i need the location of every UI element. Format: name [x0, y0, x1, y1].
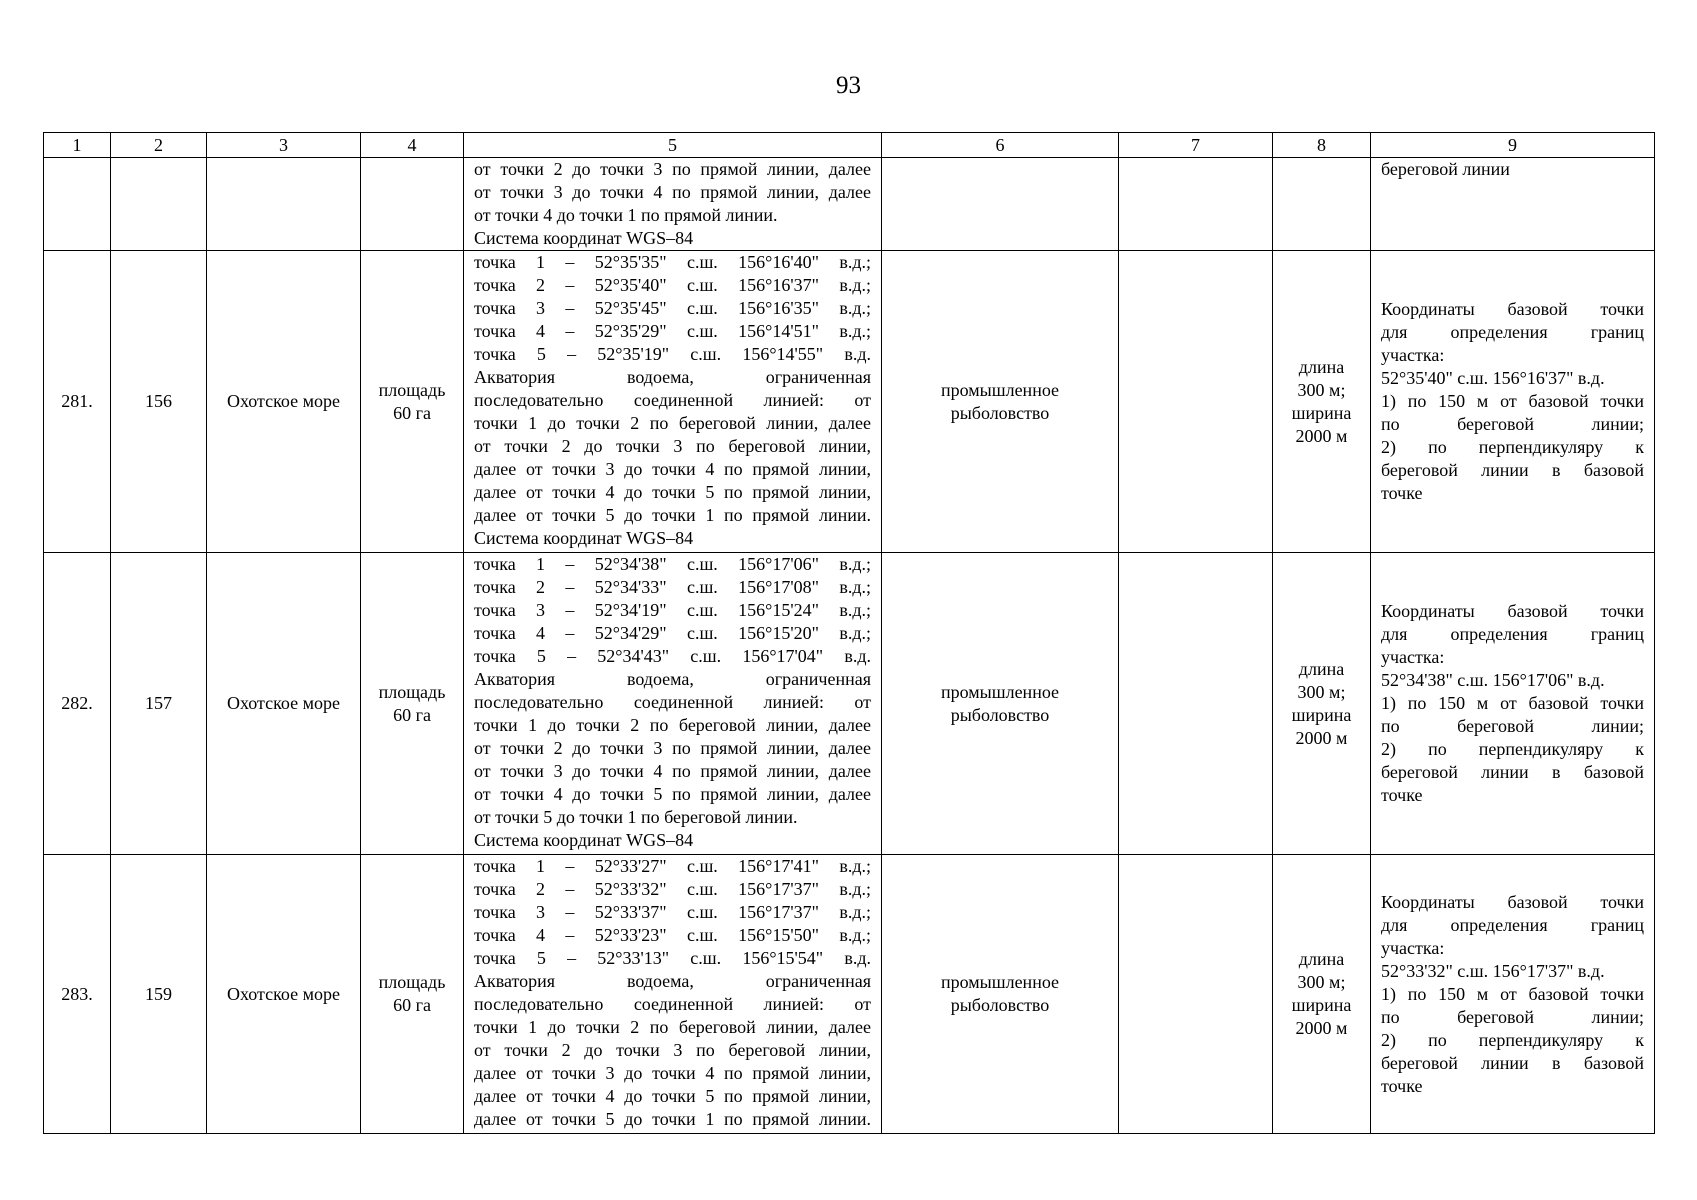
- table-row: [44, 553, 1655, 855]
- text-line: точка 1 – 52°34'38" с.ш. 156°17'06" в.д.;: [474, 554, 871, 574]
- continuation-description: [464, 158, 882, 251]
- text-line: Система координат WGS–84: [474, 528, 694, 548]
- text-line: точка 1 – 52°35'35" с.ш. 156°16'40" в.д.;: [474, 252, 871, 272]
- text-line: от точки 4 до точки 5 по прямой линии, далее: [474, 784, 871, 804]
- purpose: [882, 855, 1119, 1134]
- text-line: участка:: [1381, 937, 1445, 958]
- water-body: Охотское море: [207, 251, 361, 553]
- text-line: рыболовство: [950, 402, 1050, 423]
- column-header: 9: [1371, 133, 1655, 158]
- text-line: 52°33'32" с.ш. 156°17'37" в.д.: [1381, 960, 1605, 981]
- text-line: точка 2 – 52°35'40" с.ш. 156°16'37" в.д.;: [474, 275, 871, 295]
- text-line: точка 4 – 52°34'29" с.ш. 156°15'20" в.д.;: [474, 623, 871, 643]
- text-line: 300 м;: [1297, 379, 1346, 400]
- text-line: Координаты базовой точки: [1381, 601, 1644, 621]
- text-line: от точки 3 до точки 4 по прямой линии, далее: [474, 761, 871, 781]
- fishing-areas-table: [43, 132, 1655, 1134]
- dimensions: [1273, 553, 1371, 855]
- column-header: 2: [111, 133, 207, 158]
- cell-empty: [1119, 158, 1273, 251]
- text-line: последовательно соединенной линией: от: [474, 994, 871, 1014]
- text-line: по береговой линии;: [1381, 716, 1644, 736]
- text-line: ширина: [1291, 995, 1352, 1015]
- text-line: участка:: [1381, 647, 1445, 667]
- column-number-row: [44, 133, 1655, 158]
- boundary-description: [464, 251, 882, 553]
- text-line: промышленное: [940, 972, 1060, 992]
- row-number: 281.: [44, 251, 111, 553]
- text-line: Акватория водоема, ограниченная: [474, 669, 871, 689]
- text-line: береговой линии в базовой: [1381, 1052, 1644, 1073]
- base-point-note: [1371, 855, 1655, 1134]
- text-line: длина: [1298, 658, 1345, 679]
- text-line: далее от точки 4 до точки 5 по прямой линии,: [474, 482, 871, 502]
- text-line: для определения границ: [1381, 914, 1644, 935]
- text-line: береговой линии в базовой: [1381, 460, 1644, 480]
- text-line: площадь: [378, 379, 446, 400]
- text-line: Акватория водоема, ограниченная: [474, 367, 871, 387]
- text-line: точке: [1381, 483, 1423, 503]
- text-line: площадь: [378, 972, 446, 992]
- text-line: точка 4 – 52°35'29" с.ш. 156°14'51" в.д.;: [474, 321, 871, 341]
- column-header: 1: [44, 133, 111, 158]
- text-line: 2000 м: [1295, 1018, 1348, 1038]
- text-line: длина: [1298, 949, 1345, 969]
- area-code: 157: [111, 553, 207, 855]
- text-line: 60 га: [393, 704, 431, 725]
- cell-empty: [207, 158, 361, 251]
- cell-empty: [882, 158, 1119, 251]
- cell-empty: [44, 158, 111, 251]
- purpose: [882, 251, 1119, 553]
- table-row: [44, 855, 1655, 1134]
- text-line: далее от точки 5 до точки 1 по прямой линии.: [474, 505, 871, 525]
- text-line: точка 4 – 52°33'23" с.ш. 156°15'50" в.д.;: [474, 925, 871, 945]
- column-header: 5: [464, 133, 882, 158]
- text-line: точка 3 – 52°33'37" с.ш. 156°17'37" в.д.;: [474, 902, 871, 922]
- text-line: ширина: [1291, 704, 1352, 725]
- column-header: 7: [1119, 133, 1273, 158]
- text-line: от точки 2 до точки 3 по прямой линии, далее: [474, 738, 871, 758]
- text-line: участка:: [1381, 345, 1445, 365]
- continuation-note: [1371, 158, 1655, 251]
- text-line: далее от точки 4 до точки 5 по прямой линии,: [474, 1086, 871, 1106]
- column-header: 6: [882, 133, 1119, 158]
- continuation-row: [44, 158, 1655, 251]
- text-line: от точки 2 до точки 3 по береговой линии,: [474, 436, 871, 456]
- text-line: 60 га: [393, 402, 431, 423]
- text-line: рыболовство: [950, 704, 1050, 725]
- text-line: далее от точки 3 до точки 4 по прямой линии,: [474, 459, 871, 479]
- text-line: площадь: [378, 681, 446, 702]
- text-line: Координаты базовой точки: [1381, 891, 1644, 912]
- text-line: 300 м;: [1297, 681, 1346, 702]
- text-line: 1) по 150 м от базовой точки: [1381, 983, 1644, 1004]
- text-line: береговой линии в базовой: [1381, 762, 1644, 782]
- column-header: 4: [361, 133, 464, 158]
- text-line: точка 5 – 52°35'19" с.ш. 156°14'55" в.д.: [474, 344, 871, 364]
- text-line: 2) по перпендикуляру к: [1381, 739, 1644, 759]
- text-line: по береговой линии;: [1381, 1006, 1644, 1027]
- area-code: 156: [111, 251, 207, 553]
- column-header: 8: [1273, 133, 1371, 158]
- base-point-note: [1371, 251, 1655, 553]
- col7-cell: [1119, 553, 1273, 855]
- cell-empty: [361, 158, 464, 251]
- text-line: от точки 5 до точки 1 по береговой линии.: [474, 807, 798, 827]
- text-line: по береговой линии;: [1381, 414, 1644, 434]
- boundary-description: [464, 855, 882, 1134]
- area-size: [361, 855, 464, 1134]
- text-line: 300 м;: [1297, 972, 1346, 992]
- text-line: точка 3 – 52°34'19" с.ш. 156°15'24" в.д.;: [474, 600, 871, 620]
- text-line: 1) по 150 м от базовой точки: [1381, 693, 1644, 713]
- boundary-description: [464, 553, 882, 855]
- text-line: Система координат WGS–84: [474, 830, 694, 850]
- text-line: 60 га: [393, 995, 431, 1015]
- text-line: точка 2 – 52°33'32" с.ш. 156°17'37" в.д.;: [474, 879, 871, 899]
- row-number: 282.: [44, 553, 111, 855]
- text-line: точка 5 – 52°34'43" с.ш. 156°17'04" в.д.: [474, 646, 871, 666]
- text-line: точки 1 до точки 2 по береговой линии, далее: [474, 413, 871, 433]
- text-line: для определения границ: [1381, 322, 1644, 342]
- text-line: промышленное: [940, 681, 1060, 702]
- text-line: точка 3 – 52°35'45" с.ш. 156°16'35" в.д.;: [474, 298, 871, 318]
- row-number: 283.: [44, 855, 111, 1134]
- text-line: Акватория водоема, ограниченная: [474, 971, 871, 991]
- text-line: 52°34'38" с.ш. 156°17'06" в.д.: [1381, 670, 1605, 690]
- text-line: точке: [1381, 1075, 1423, 1096]
- text-line: Система координат WGS–84: [474, 228, 694, 248]
- text-line: рыболовство: [950, 995, 1050, 1015]
- text-line: ширина: [1291, 402, 1352, 423]
- cell-empty: [111, 158, 207, 251]
- text-line: 2000 м: [1295, 727, 1348, 748]
- cell-empty: [1273, 158, 1371, 251]
- area-size: [361, 251, 464, 553]
- text-line: промышленное: [940, 379, 1060, 400]
- text-line: далее от точки 5 до точки 1 по прямой линии.: [474, 1109, 871, 1129]
- col7-cell: [1119, 251, 1273, 553]
- text-line: 52°35'40" с.ш. 156°16'37" в.д.: [1381, 368, 1605, 388]
- water-body: Охотское море: [207, 553, 361, 855]
- area-code: 159: [111, 855, 207, 1134]
- dimensions: [1273, 251, 1371, 553]
- text-line: точки 1 до точки 2 по береговой линии, далее: [474, 1017, 871, 1037]
- text-line: далее от точки 3 до точки 4 по прямой линии,: [474, 1063, 871, 1083]
- area-size: [361, 553, 464, 855]
- text-line: точке: [1381, 785, 1423, 805]
- text-line: для определения границ: [1381, 624, 1644, 644]
- table-row: [44, 251, 1655, 553]
- column-header: 3: [207, 133, 361, 158]
- text-line: от точки 4 до точки 1 по прямой линии.: [474, 205, 778, 225]
- text-line: от точки 3 до точки 4 по прямой линии, далее: [474, 182, 871, 202]
- dimensions: [1273, 855, 1371, 1134]
- water-body: Охотское море: [207, 855, 361, 1134]
- text-line: 2) по перпендикуляру к: [1381, 437, 1644, 457]
- base-point-note: [1371, 553, 1655, 855]
- page-number: 93: [836, 72, 861, 99]
- text-line: длина: [1298, 356, 1345, 377]
- text-line: от точки 2 до точки 3 по прямой линии, далее: [474, 159, 871, 179]
- text-line: 2000 м: [1295, 425, 1348, 446]
- text-line: Координаты базовой точки: [1381, 299, 1644, 319]
- text-line: 1) по 150 м от базовой точки: [1381, 391, 1644, 411]
- text-line: 2) по перпендикуляру к: [1381, 1029, 1644, 1050]
- text-line: последовательно соединенной линией: от: [474, 692, 871, 712]
- text-line: точка 5 – 52°33'13" с.ш. 156°15'54" в.д.: [474, 948, 871, 968]
- purpose: [882, 553, 1119, 855]
- text-line: от точки 2 до точки 3 по береговой линии,: [474, 1040, 871, 1060]
- text-line: последовательно соединенной линией: от: [474, 390, 871, 410]
- text-line: береговой линии: [1381, 159, 1510, 179]
- col7-cell: [1119, 855, 1273, 1134]
- text-line: точки 1 до точки 2 по береговой линии, далее: [474, 715, 871, 735]
- text-line: точка 2 – 52°34'33" с.ш. 156°17'08" в.д.;: [474, 577, 871, 597]
- text-line: точка 1 – 52°33'27" с.ш. 156°17'41" в.д.;: [474, 856, 871, 876]
